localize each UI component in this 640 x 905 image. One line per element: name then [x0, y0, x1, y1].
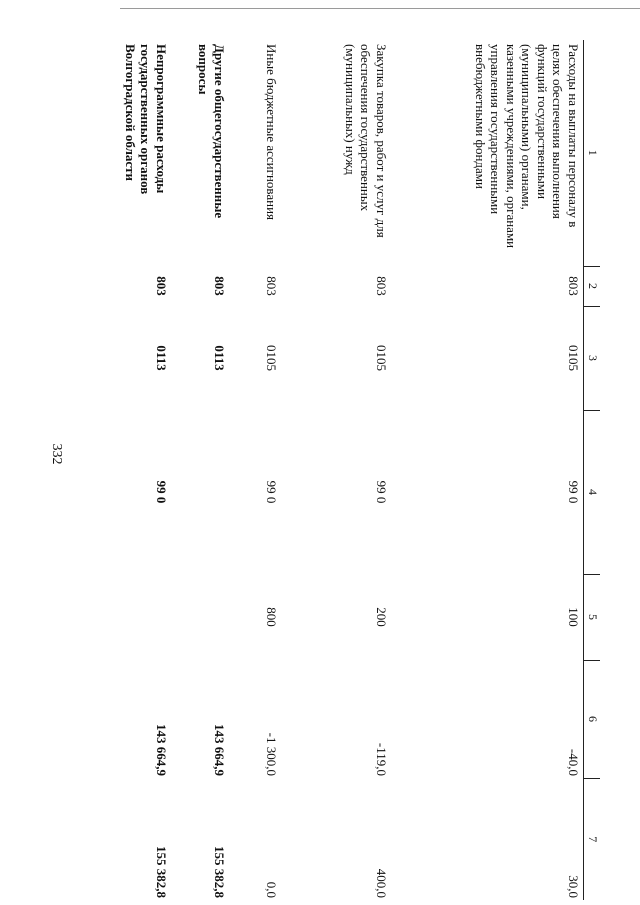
- target-code: 99 0: [566, 480, 581, 504]
- amount-total: 155 382,8: [154, 846, 169, 898]
- target-code: 99 0: [374, 480, 389, 504]
- expense-type: 800: [264, 607, 279, 627]
- row-name: Расходы на выплаты персоналу в целях обеспечения выполнения функций государственными (муниципальными) органами, казенными учреждениями, органами управления государственными внебюджетными фондами: [473, 44, 581, 249]
- amount-total: 155 382,8: [212, 846, 227, 898]
- table-row: [281, 40, 391, 900]
- expense-type: 100: [566, 607, 581, 627]
- amount-change: 143 664,9: [212, 724, 227, 776]
- section-code: 0105: [374, 345, 389, 371]
- ministry-code: 803: [566, 276, 581, 296]
- amount-change: -1 300,0: [264, 732, 279, 776]
- target-code: [171, 410, 229, 574]
- row-name: Непрограммные расходы государственных органов Волгоградской области: [123, 44, 169, 195]
- expense-type: 200: [374, 607, 389, 627]
- column-header: 6: [584, 660, 601, 778]
- table-row: [97, 40, 171, 900]
- column-header: 5: [584, 574, 601, 660]
- ministry-code: 803: [212, 276, 227, 296]
- column-header: 4: [584, 410, 601, 574]
- expense-type: [97, 574, 171, 660]
- section-code: 0113: [154, 345, 169, 371]
- target-code: 99 0: [154, 480, 169, 504]
- ministry-code: 803: [154, 276, 169, 296]
- section-code: 0105: [566, 345, 581, 371]
- amount-total: 400,0: [374, 868, 389, 898]
- column-header: 7: [584, 778, 601, 900]
- section-code: 0105: [264, 345, 279, 371]
- amount-total: 30,0: [566, 875, 581, 898]
- table-row: [391, 40, 584, 900]
- row-name: Иные бюджетные ассигнования: [264, 44, 279, 221]
- expense-type: [171, 574, 229, 660]
- column-header: 2: [584, 266, 601, 306]
- top-rule: [120, 8, 640, 9]
- section-code: 0113: [212, 345, 227, 371]
- header-row: [584, 40, 601, 900]
- table-row: [229, 40, 281, 900]
- column-header: 1: [584, 40, 601, 266]
- ministry-code: 803: [374, 276, 389, 296]
- row-name: Другие общегосударственные вопросы: [196, 44, 227, 219]
- row-name: Закупка товаров, работ и услуг для обеспечения государственных (муниципальных) нужд: [343, 44, 389, 238]
- column-header: 3: [584, 306, 601, 410]
- budget-table: [88, 40, 600, 900]
- amount-change: -119,0: [374, 742, 389, 776]
- table-row: [171, 40, 229, 900]
- target-code: 99 0: [264, 480, 279, 504]
- amount-total: 0,0: [264, 881, 279, 898]
- amount-change: -40,0: [566, 748, 581, 776]
- amount-change: 143 664,9: [154, 724, 169, 776]
- ministry-code: 803: [264, 276, 279, 296]
- page-number: 332: [49, 443, 64, 465]
